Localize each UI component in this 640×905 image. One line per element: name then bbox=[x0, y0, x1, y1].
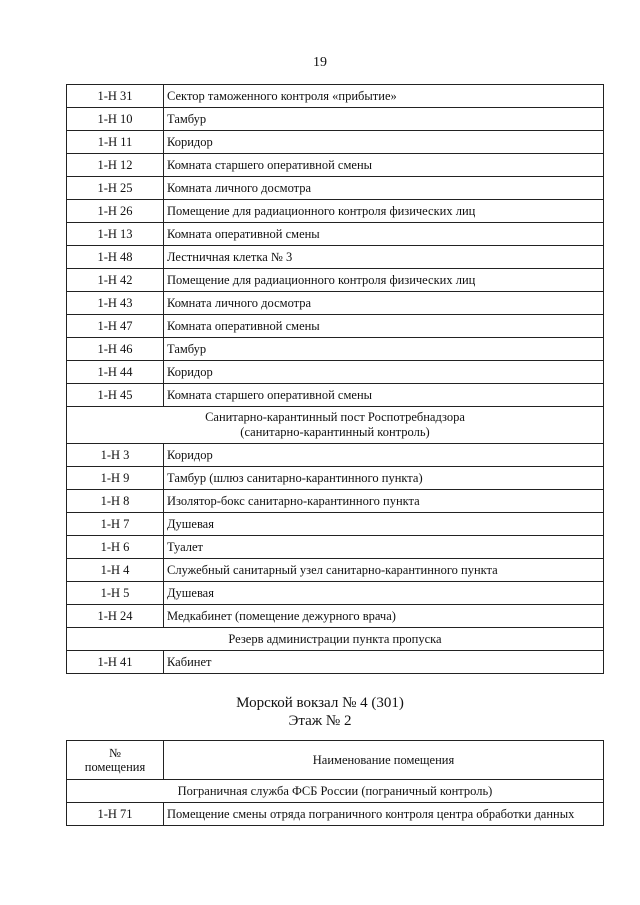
table-header bbox=[67, 741, 604, 780]
section-sanitary bbox=[67, 407, 604, 444]
room-name: Комната старшего оперативной смены bbox=[164, 384, 604, 407]
room-name: Служебный санитарный узел санитарно-карантинного пункта bbox=[164, 559, 604, 582]
room-code: 1-Н 25 bbox=[67, 177, 164, 200]
section-reserve bbox=[67, 628, 604, 651]
table-row bbox=[67, 292, 604, 315]
room-name: Комната личного досмотра bbox=[164, 292, 604, 315]
room-code: 1-Н 41 bbox=[67, 651, 164, 674]
section-title: Резерв администрации пункта пропуска bbox=[67, 628, 604, 651]
room-name: Душевая bbox=[164, 582, 604, 605]
table-row bbox=[67, 177, 604, 200]
table-row bbox=[67, 651, 604, 674]
room-name: Тамбур bbox=[164, 108, 604, 131]
room-code: 1-Н 13 bbox=[67, 223, 164, 246]
header-row bbox=[67, 741, 604, 780]
room-name: Коридор bbox=[164, 444, 604, 467]
rooms-group-customs bbox=[67, 85, 604, 407]
table-row bbox=[67, 338, 604, 361]
room-code: 1-Н 12 bbox=[67, 154, 164, 177]
table-row bbox=[67, 269, 604, 292]
rooms-group-reserve bbox=[67, 651, 604, 674]
room-code: 1-Н 3 bbox=[67, 444, 164, 467]
rooms-table-floor2 bbox=[66, 740, 604, 826]
room-name: Комната личного досмотра bbox=[164, 177, 604, 200]
room-code: 1-Н 42 bbox=[67, 269, 164, 292]
room-name: Лестничная клетка № 3 bbox=[164, 246, 604, 269]
room-name: Помещение смены отряда пограничного контроля центра обработки данных bbox=[164, 803, 604, 826]
room-code: 1-Н 43 bbox=[67, 292, 164, 315]
table-row bbox=[67, 246, 604, 269]
section-title-line1: Санитарно-карантинный пост Роспотребнадзора bbox=[205, 410, 465, 424]
floor-heading: Этаж № 2 bbox=[288, 713, 352, 729]
room-code: 1-Н 44 bbox=[67, 361, 164, 384]
section-title bbox=[67, 407, 604, 444]
header-num-label: помещения bbox=[84, 760, 146, 774]
room-name: Тамбур (шлюз санитарно-карантинного пункта) bbox=[164, 467, 604, 490]
table-row bbox=[67, 605, 604, 628]
table-row bbox=[67, 803, 604, 826]
table-row bbox=[67, 582, 604, 605]
room-name: Комната оперативной смены bbox=[164, 315, 604, 338]
table-row bbox=[67, 200, 604, 223]
table-row bbox=[67, 384, 604, 407]
room-name: Комната старшего оперативной смены bbox=[164, 154, 604, 177]
table-row bbox=[67, 444, 604, 467]
room-code: 1-Н 24 bbox=[67, 605, 164, 628]
table-row bbox=[67, 85, 604, 108]
room-name: Комната оперативной смены bbox=[164, 223, 604, 246]
room-name: Тамбур bbox=[164, 338, 604, 361]
header-room-name: Наименование помещения bbox=[164, 741, 604, 780]
building-heading: Морской вокзал № 4 (301) bbox=[236, 695, 404, 711]
table-row bbox=[67, 467, 604, 490]
room-name: Помещение для радиационного контроля физических лиц bbox=[164, 269, 604, 292]
room-name: Помещение для радиационного контроля физических лиц bbox=[164, 200, 604, 223]
room-code: 1-Н 10 bbox=[67, 108, 164, 131]
rooms-group-sanitary bbox=[67, 444, 604, 628]
table-row bbox=[67, 131, 604, 154]
room-code: 1-Н 26 bbox=[67, 200, 164, 223]
room-name: Душевая bbox=[164, 513, 604, 536]
table-row bbox=[67, 223, 604, 246]
section-row bbox=[67, 407, 604, 444]
room-code: 1-Н 4 bbox=[67, 559, 164, 582]
room-code: 1-Н 45 bbox=[67, 384, 164, 407]
section-border bbox=[67, 780, 604, 803]
table-row bbox=[67, 154, 604, 177]
room-code: 1-Н 71 bbox=[67, 803, 164, 826]
table-row bbox=[67, 490, 604, 513]
room-code: 1-Н 5 bbox=[67, 582, 164, 605]
header-num-symbol: № bbox=[109, 746, 121, 760]
room-code: 1-Н 48 bbox=[67, 246, 164, 269]
room-name: Изолятор-бокс санитарно-карантинного пункта bbox=[164, 490, 604, 513]
table-row bbox=[67, 536, 604, 559]
room-code: 1-Н 6 bbox=[67, 536, 164, 559]
table-row bbox=[67, 559, 604, 582]
header-room-number bbox=[67, 741, 164, 780]
section-title: Пограничная служба ФСБ России (пограничный контроль) bbox=[67, 780, 604, 803]
room-code: 1-Н 7 bbox=[67, 513, 164, 536]
page-number: 19 bbox=[313, 55, 327, 70]
rooms-group-border bbox=[67, 803, 604, 826]
table-row bbox=[67, 108, 604, 131]
room-name: Коридор bbox=[164, 361, 604, 384]
room-name: Кабинет bbox=[164, 651, 604, 674]
room-code: 1-Н 8 bbox=[67, 490, 164, 513]
table-row bbox=[67, 315, 604, 338]
room-code: 1-Н 46 bbox=[67, 338, 164, 361]
section-row bbox=[67, 780, 604, 803]
section-title-line2: (санитарно-карантинный контроль) bbox=[240, 425, 430, 439]
room-name: Медкабинет (помещение дежурного врача) bbox=[164, 605, 604, 628]
room-code: 1-Н 31 bbox=[67, 85, 164, 108]
rooms-table bbox=[66, 84, 604, 674]
table-row bbox=[67, 513, 604, 536]
room-code: 1-Н 11 bbox=[67, 131, 164, 154]
room-name: Туалет bbox=[164, 536, 604, 559]
room-name: Коридор bbox=[164, 131, 604, 154]
room-name: Сектор таможенного контроля «прибытие» bbox=[164, 85, 604, 108]
section-row bbox=[67, 628, 604, 651]
room-code: 1-Н 47 bbox=[67, 315, 164, 338]
table-row bbox=[67, 361, 604, 384]
room-code: 1-Н 9 bbox=[67, 467, 164, 490]
